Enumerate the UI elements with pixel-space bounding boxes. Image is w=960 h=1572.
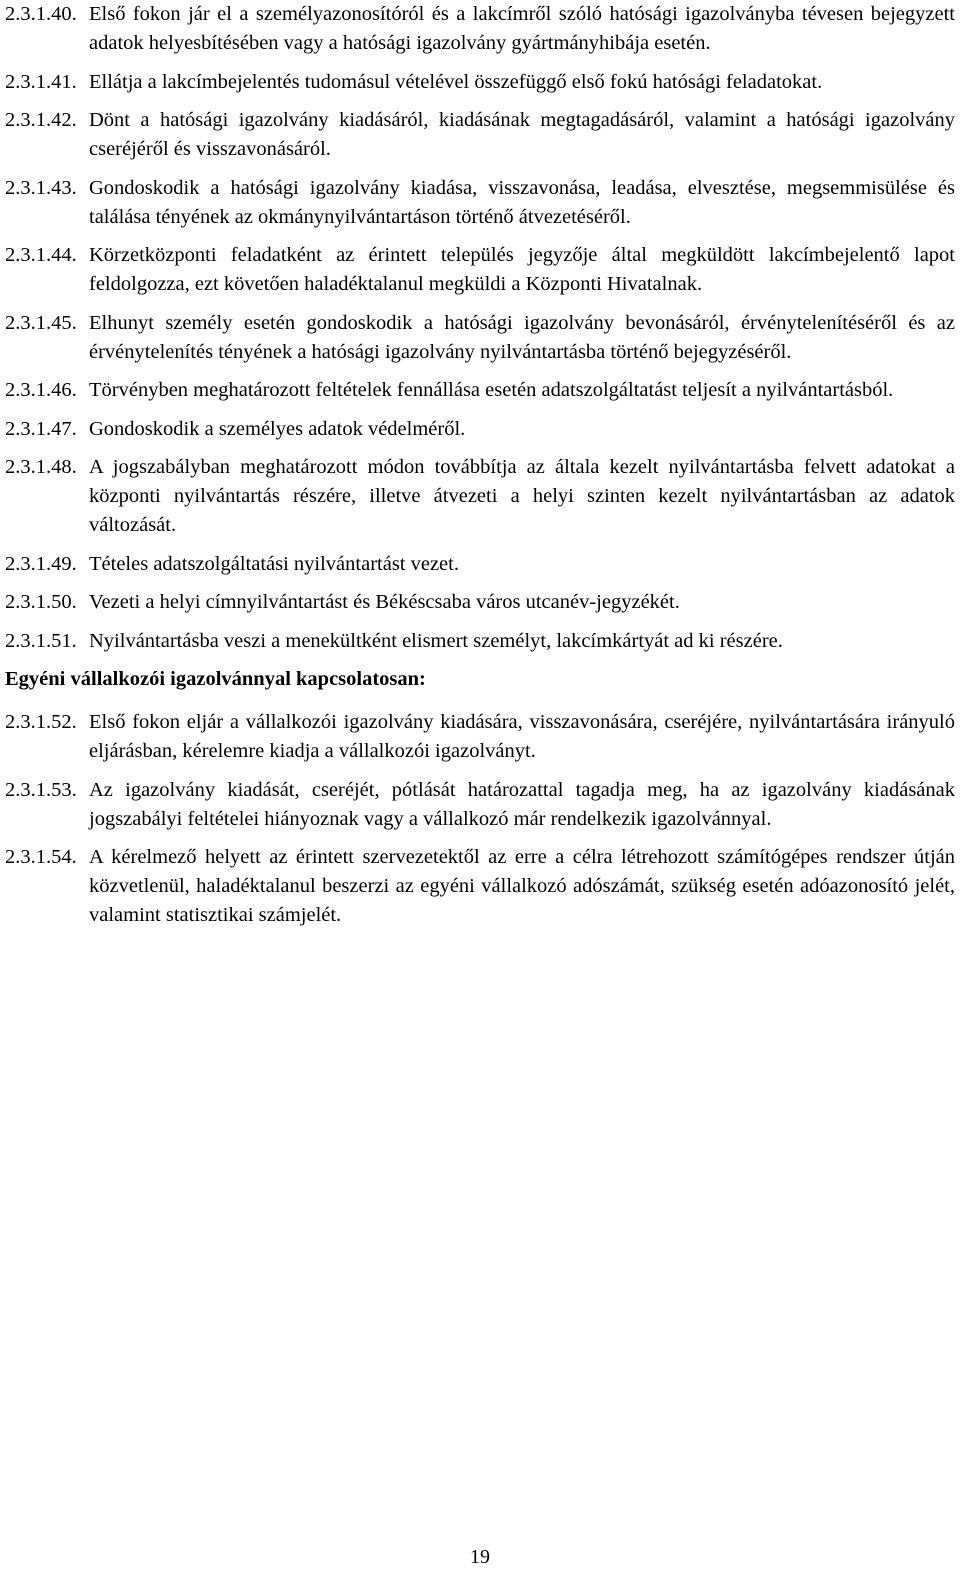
item-number: 2.3.1.49. <box>5 552 77 575</box>
section-heading: Egyéni vállalkozói igazolvánnyal kapcsolatosan: <box>5 668 426 690</box>
item-text: Körzetközponti feladatként az érintett település jegyzője által megküldött lakcímbejelentő lapot feldolgozza, ezt követően haladéktalanul megküldi a Központi Hivatalnak. <box>89 244 955 295</box>
item-number: 2.3.1.41. <box>5 70 77 93</box>
item-number: 2.3.1.53. <box>5 778 77 801</box>
item-number: 2.3.1.52. <box>5 711 77 733</box>
item-number: 2.3.1.43. <box>5 176 77 199</box>
item-number: 2.3.1.45. <box>5 311 77 334</box>
item-text: Az igazolvány kiadását, cseréjét, pótlását határozattal tagadja meg, ha az igazolvány kiadásának jogszabályi feltételei hiányoznak vagy a vállalkozó már rendelkezik igazolvánnyal. <box>89 778 955 830</box>
item-text: Gondoskodik a személyes adatok védelméről. <box>89 417 466 440</box>
item-text: Dönt a hatósági igazolvány kiadásáról, kiadásának megtagadásáról, valamint a hatósági igazolvány cseréjéről és visszavonásáról. <box>89 109 955 160</box>
list-item <box>5 588 955 617</box>
item-text: Tételes adatszolgáltatási nyilvántartást vezet. <box>89 552 459 575</box>
page-number: 19 <box>470 1546 490 1568</box>
item-number: 2.3.1.42. <box>5 109 77 131</box>
list-item <box>5 309 955 367</box>
list-item <box>5 776 955 834</box>
list-item <box>5 68 955 97</box>
item-text: Gondoskodik a hatósági igazolvány kiadása, visszavonása, leadása, elvesztése, megsemmisülése és találása tényének az okmánynyilvántartáson történő átvezetéséről. <box>89 176 955 228</box>
list-item <box>5 376 955 405</box>
list-item <box>5 0 955 58</box>
item-text: Ellátja a lakcímbejelentés tudomásul vételével összefüggő első fokú hatósági feladatokat. <box>89 70 823 93</box>
item-text: A kérelmező helyett az érintett szervezetektől az erre a célra létrehozott számítógépes rendszer útján közvetlenül, haladéktalanul beszerzi az egyéni vállalkozó adószámát, szükség esetén adóazonosító jelét, valamint statisztikai számjelét. <box>89 846 955 926</box>
list-item <box>5 550 955 579</box>
list-item <box>5 708 955 766</box>
item-list-a <box>5 0 955 656</box>
list-item <box>5 843 955 930</box>
item-text: Első fokon eljár a vállalkozói igazolvány kiadására, visszavonására, cseréjére, nyilvántartására irányuló eljárásban, kérelemre kiadja a vállalkozói igazolványt. <box>89 711 955 762</box>
item-text: Törvényben meghatározott feltételek fennállása esetén adatszolgáltatást teljesít a nyilvántartásból. <box>89 379 894 401</box>
item-text: Nyilvántartásba veszi a menekültként elismert személyt, lakcímkártyát ad ki részére. <box>89 629 783 652</box>
item-text: Elhunyt személy esetén gondoskodik a hatósági igazolvány bevonásáról, érvénytelenítéséről és az érvénytelenítés tényének a hatósági igazolvány nyilvántartásba történő bejegyzéséről. <box>89 311 955 363</box>
item-number: 2.3.1.44. <box>5 244 77 266</box>
list-item <box>5 453 955 540</box>
list-item <box>5 174 955 232</box>
item-number: 2.3.1.54. <box>5 846 77 868</box>
list-item <box>5 241 955 299</box>
list-item <box>5 415 955 444</box>
item-number: 2.3.1.46. <box>5 379 77 401</box>
item-text: Első fokon jár el a személyazonosítóról és a lakcímről szóló hatósági igazolványba tévesen bejegyzett adatok helyesbítésében vagy a hatósági igazolvány gyártmányhibája esetén. <box>89 3 955 54</box>
item-number: 2.3.1.40. <box>5 3 77 25</box>
item-list-b <box>5 708 955 930</box>
list-item <box>5 627 955 656</box>
item-number: 2.3.1.51. <box>5 629 77 652</box>
list-item <box>5 106 955 164</box>
item-number: 2.3.1.47. <box>5 417 77 440</box>
item-text: A jogszabályban meghatározott módon továbbítja az általa kezelt nyilvántartásba felvett adatokat a központi nyilvántartás részére, illetve átvezeti a helyi szinten kezelt nyilvántartásban az adatok változását. <box>89 456 955 536</box>
document-body <box>5 0 955 940</box>
item-text: Vezeti a helyi címnyilvántartást és Békéscsaba város utcanév-jegyzékét. <box>89 591 680 613</box>
item-number: 2.3.1.48. <box>5 456 77 478</box>
item-number: 2.3.1.50. <box>5 591 77 613</box>
